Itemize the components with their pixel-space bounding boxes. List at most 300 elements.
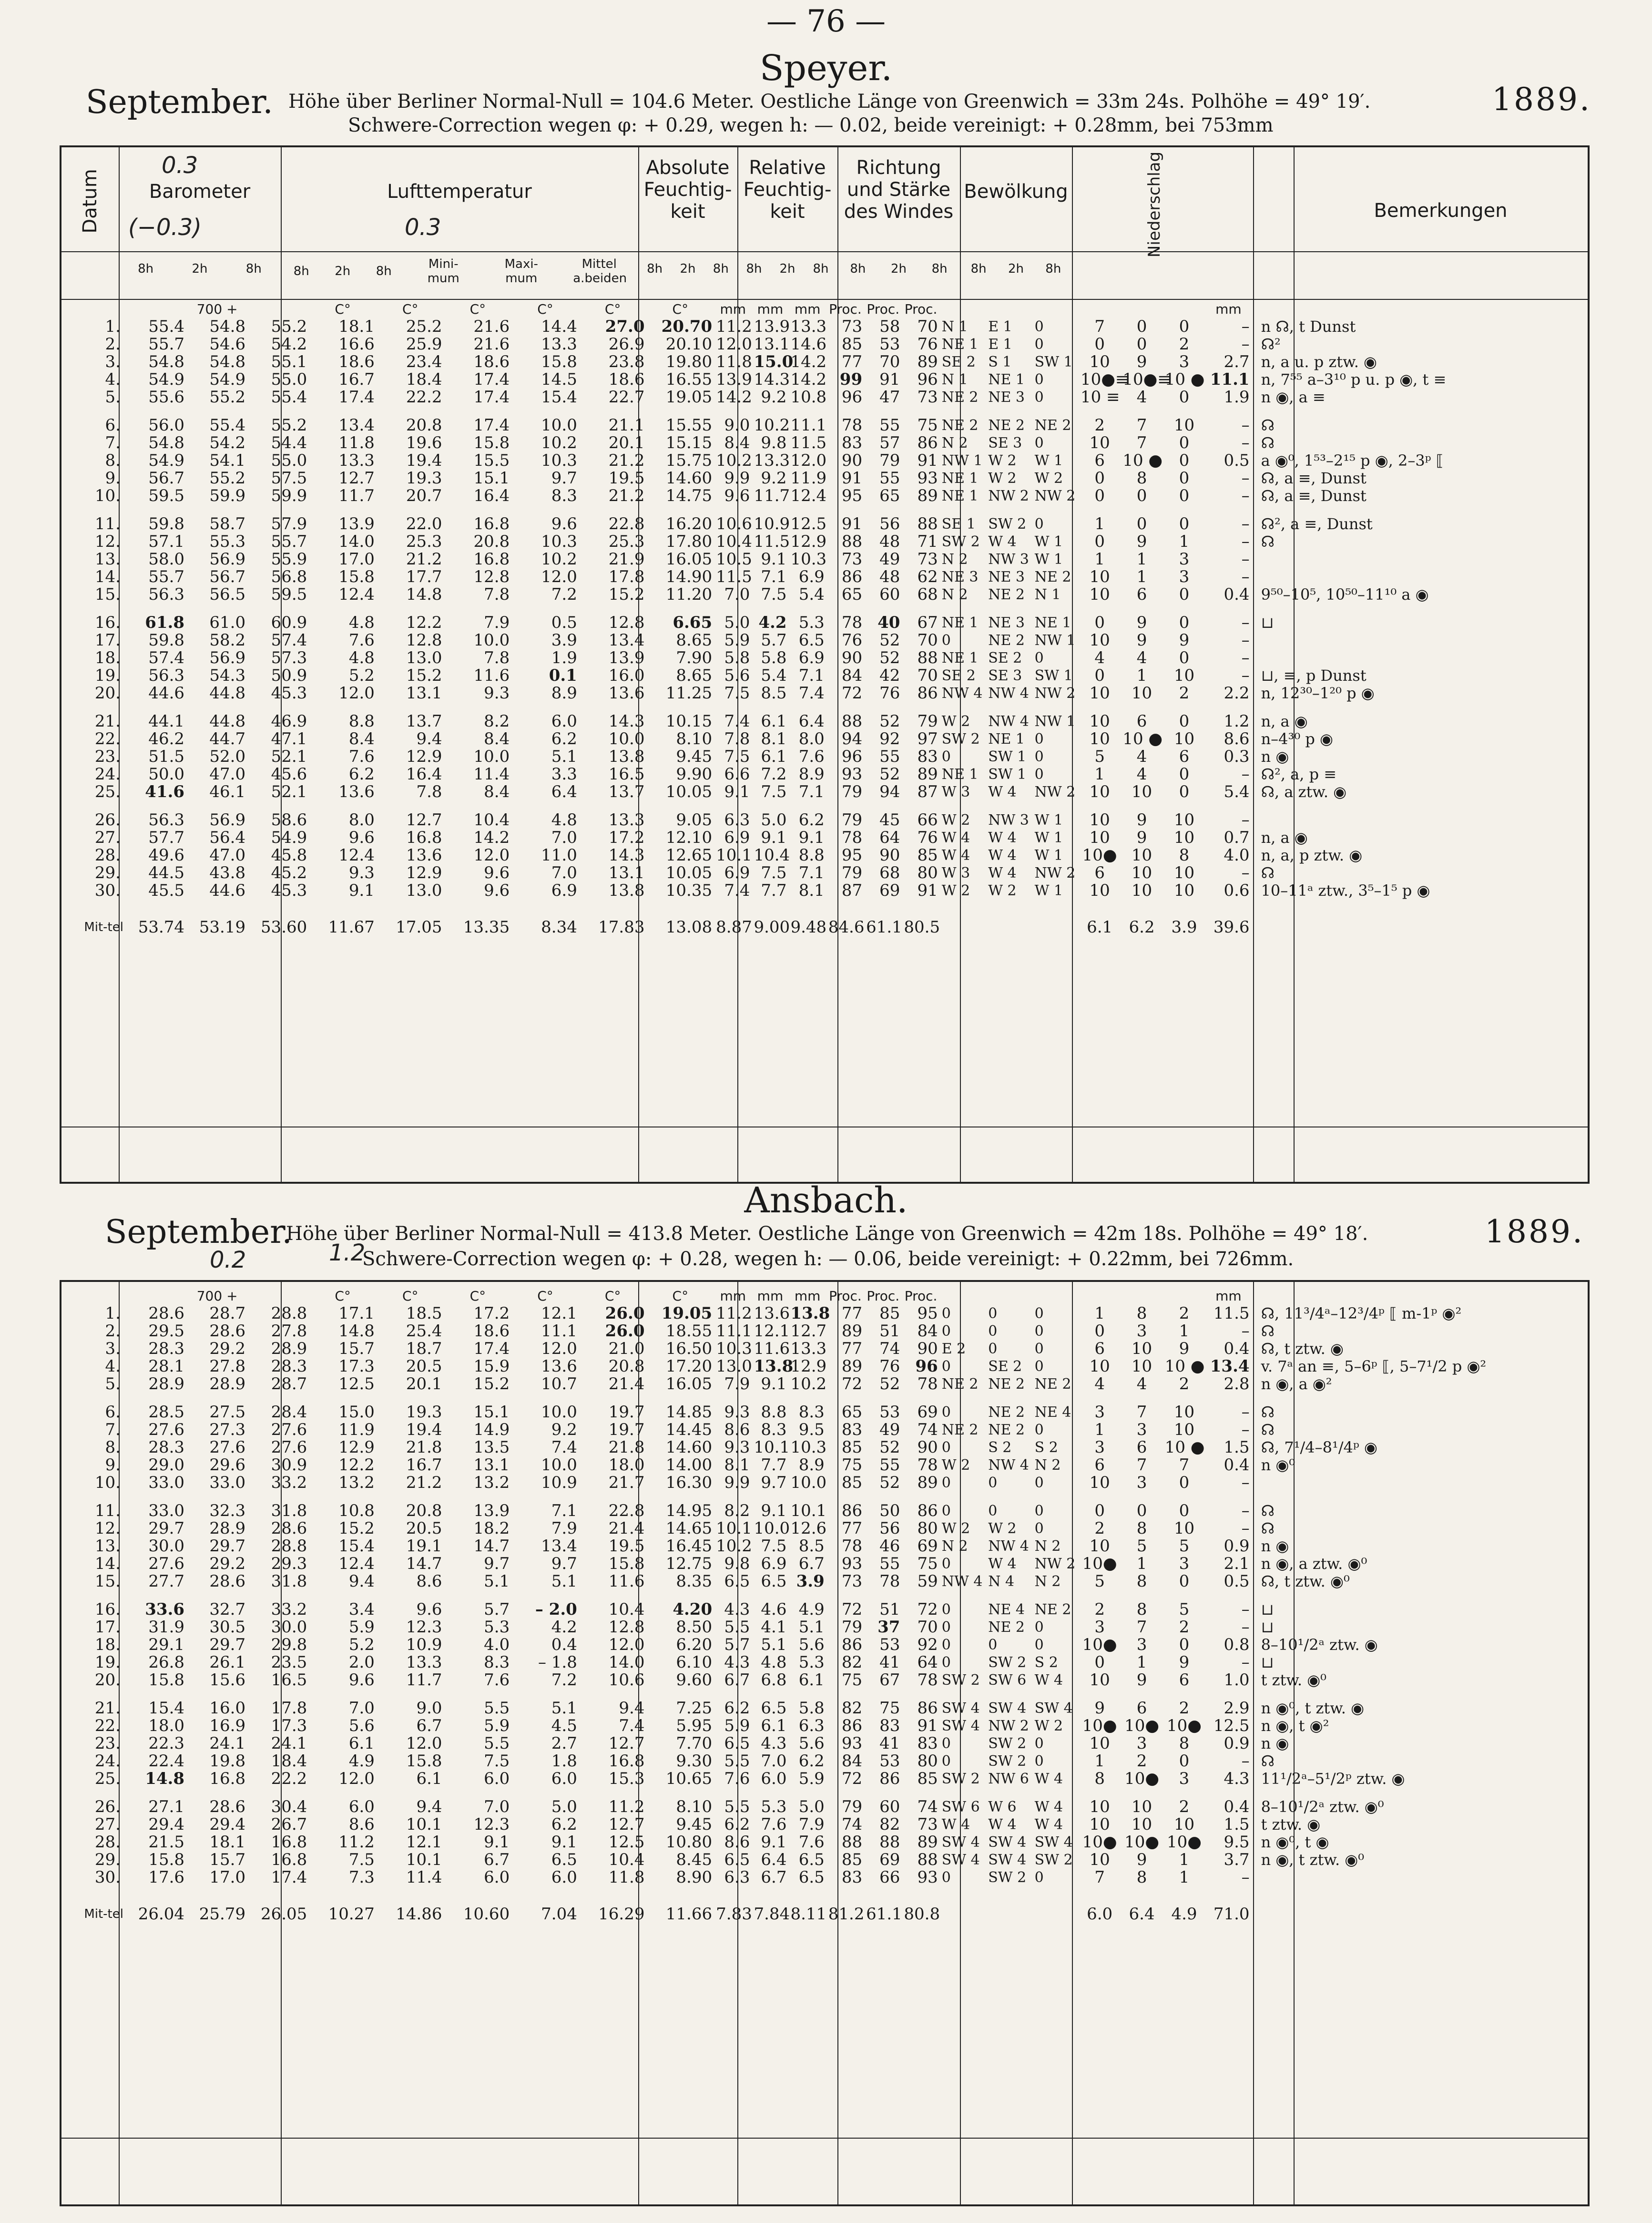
data-cell: 8.6 — [724, 1420, 750, 1439]
data-cell: 10 ● — [1164, 1438, 1205, 1457]
data-cell: 2.2 — [1224, 684, 1250, 703]
data-cell: 4.3 — [1224, 1769, 1250, 1788]
data-cell: 29.7 — [209, 1537, 246, 1556]
data-cell: 10.05 — [665, 782, 713, 801]
remarks-cell: ☊ — [1261, 864, 1275, 882]
data-cell: W 4 — [988, 1816, 1017, 1833]
header-bewoelkung: Bewölkung — [964, 181, 1068, 203]
data-cell: 7.70 — [676, 1734, 713, 1753]
data-cell: 4 — [1136, 747, 1147, 766]
data-cell: – — [1241, 1501, 1250, 1520]
data-cell: 0 — [1094, 613, 1105, 632]
table-row — [61, 336, 1585, 353]
data-cell: NW 4 — [988, 1457, 1029, 1474]
data-cell: 11.0 — [541, 846, 577, 865]
data-cell: 7.5 — [348, 1850, 375, 1869]
data-cell: 8.5 — [761, 684, 787, 703]
data-cell: 18.55 — [665, 1322, 713, 1341]
data-cell: 15.3 — [608, 1769, 645, 1788]
data-cell: 93 — [841, 765, 863, 784]
data-cell: 15.1 — [473, 1403, 510, 1422]
data-cell: 10.9 — [406, 1635, 442, 1654]
data-cell: 12.7 — [790, 1322, 827, 1341]
data-cell: 2 — [1094, 416, 1105, 435]
data-cell: 0 — [1034, 1323, 1044, 1340]
data-cell: 9.45 — [676, 747, 713, 766]
data-cell: NE 2 — [1034, 1601, 1071, 1618]
data-cell: S 1 — [988, 354, 1012, 370]
mittel-cell: 53.60 — [260, 918, 307, 937]
mittel-cell: 6.4 — [1129, 1905, 1155, 1924]
data-cell: 15.6 — [209, 1670, 246, 1690]
data-cell: 12.0 — [406, 1734, 442, 1753]
table-row — [61, 586, 1585, 604]
data-cell: 7.9 — [724, 1374, 750, 1393]
data-cell: – — [1241, 765, 1250, 784]
data-cell: 95 — [917, 1304, 938, 1323]
data-cell: 4.1 — [761, 1618, 787, 1637]
data-cell: 77 — [841, 1519, 863, 1538]
data-cell: 96 — [841, 747, 863, 766]
data-cell: – — [1241, 514, 1250, 533]
data-cell: 55.4 — [148, 317, 185, 336]
data-cell: 57.7 — [148, 828, 185, 847]
data-cell: 9.1 — [761, 828, 787, 847]
data-cell: W 1 — [1034, 812, 1063, 829]
data-cell: – — [1241, 433, 1250, 452]
data-cell: 9 — [1136, 1850, 1147, 1869]
data-cell: 89 — [917, 1833, 938, 1852]
unit-label: mm — [1215, 301, 1242, 317]
data-cell: 10● — [1124, 1769, 1159, 1788]
data-cell: 86 — [879, 1769, 900, 1788]
unit-label: Proc. — [904, 301, 938, 317]
data-cell: 45 — [879, 810, 900, 830]
data-cell: 0.4 — [1224, 1339, 1250, 1358]
table-row — [61, 864, 1585, 882]
data-cell: 6.5 — [724, 1850, 750, 1869]
data-cell: 1.8 — [551, 1752, 577, 1771]
data-cell: 10.6 — [716, 514, 752, 533]
data-cell: 4.9 — [798, 1600, 825, 1619]
unit-label: C° — [604, 301, 621, 317]
data-cell: 28.9 — [209, 1519, 246, 1538]
data-cell: 9.0 — [416, 1699, 442, 1718]
data-cell: 54.3 — [209, 666, 246, 685]
data-cell: SW 1 — [1034, 667, 1073, 684]
data-cell: 10.0 — [754, 1519, 790, 1538]
data-cell: NE 1 — [988, 371, 1025, 388]
data-cell: 0.4 — [1224, 1797, 1250, 1816]
data-cell: 11.25 — [665, 684, 713, 703]
subheader-abs-hours: 8h 2h 8h — [647, 262, 729, 276]
data-cell: 87 — [841, 881, 863, 900]
data-cell: 15.55 — [665, 416, 713, 435]
data-cell: 15.4 — [338, 1537, 375, 1556]
data-cell: 83 — [841, 1868, 863, 1887]
data-cell: 0 — [1034, 1520, 1044, 1537]
data-cell: 10.3 — [790, 1438, 827, 1457]
data-cell: 12.3 — [406, 1618, 442, 1637]
data-cell: 74 — [841, 1815, 863, 1834]
table-row — [61, 1305, 1585, 1322]
data-cell: N 2 — [941, 1538, 968, 1555]
data-cell: 79 — [841, 1618, 863, 1637]
data-cell: 11.8 — [716, 352, 752, 371]
data-cell: 12.9 — [406, 863, 442, 882]
remarks-cell — [1252, 632, 1585, 649]
data-cell: NE 4 — [988, 1601, 1025, 1618]
data-cell: 16.5 — [271, 1670, 307, 1690]
data-cell: 90 — [917, 1339, 938, 1358]
data-cell: N 1 — [1034, 586, 1061, 603]
data-cell: 0 — [1136, 317, 1147, 336]
unit-label: C° — [402, 1288, 418, 1304]
day-cell: 3. — [105, 1339, 121, 1358]
station-info-line2-speyer: Schwere-Correction wegen φ: + 0.29, wegen h: — 0.02, beide vereinigt: + 0.28mm, bei 753mm — [348, 114, 1274, 136]
data-cell: 16.6 — [338, 335, 375, 354]
unit-label: Proc. — [904, 1288, 938, 1304]
data-cell: 7.0 — [484, 1797, 510, 1816]
remarks-cell: ☊, t ztw. ◉⁰ — [1261, 1572, 1350, 1590]
data-cell: 10● — [1082, 1716, 1117, 1735]
day-cell: 23. — [94, 1734, 121, 1753]
data-cell: 4 — [1136, 648, 1147, 667]
data-cell: 0 — [1094, 1653, 1105, 1672]
data-cell: 52 — [879, 1473, 900, 1492]
data-cell: 9.8 — [724, 1554, 750, 1573]
data-cell: 10 — [1089, 881, 1110, 900]
data-cell: 6.2 — [348, 765, 375, 784]
data-cell: – — [1241, 567, 1250, 586]
data-cell: 4 — [1136, 1374, 1147, 1393]
data-cell: 1 — [1094, 1752, 1105, 1771]
data-cell: 3 — [1094, 1438, 1105, 1457]
data-cell: 56.3 — [148, 666, 185, 685]
data-cell: 10 — [1089, 828, 1110, 847]
data-cell: 6 — [1094, 451, 1105, 470]
data-cell: – 1.8 — [538, 1653, 577, 1672]
data-cell: 82 — [841, 1653, 863, 1672]
data-cell: 19.05 — [661, 1304, 713, 1323]
data-cell: 9.2 — [761, 469, 787, 488]
data-cell: 7.6 — [484, 1670, 510, 1690]
data-cell: 59.8 — [148, 631, 185, 650]
data-cell: 56.3 — [148, 585, 185, 604]
data-cell: 8.10 — [676, 1797, 713, 1816]
data-cell: 12.5 — [790, 514, 827, 533]
data-cell: 41 — [879, 1653, 900, 1672]
data-cell: 4.20 — [673, 1600, 713, 1619]
unit-label: mm — [794, 301, 821, 317]
data-cell: 74 — [917, 1797, 938, 1816]
data-cell: 0 — [1034, 748, 1044, 765]
data-cell: 54.2 — [271, 335, 307, 354]
data-cell: 17.0 — [209, 1868, 246, 1887]
mittel-cell: 81.2 — [828, 1905, 865, 1924]
data-cell: 84 — [841, 666, 863, 685]
data-cell: 6.2 — [551, 1815, 577, 1834]
data-cell: 13.7 — [608, 782, 645, 801]
data-cell: 65 — [841, 585, 863, 604]
data-cell: 20.8 — [406, 416, 442, 435]
data-cell: 91 — [879, 370, 900, 389]
data-cell: 37 — [877, 1618, 900, 1637]
data-cell: SW 2 — [988, 1654, 1027, 1671]
data-cell: 6.1 — [416, 1769, 442, 1788]
data-cell: 0.4 — [551, 1635, 577, 1654]
data-cell: 13.3 — [338, 451, 375, 470]
data-cell: 7.8 — [724, 729, 750, 748]
data-cell: 14.3 — [608, 846, 645, 865]
day-cell: 1. — [105, 317, 121, 336]
data-cell: NE 2 — [1034, 569, 1071, 585]
data-cell: 79 — [841, 782, 863, 801]
remarks-cell: n ◉, t ◉² — [1261, 1717, 1329, 1735]
data-cell: 44.8 — [209, 684, 246, 703]
data-cell: 9.3 — [724, 1403, 750, 1422]
mittel-cell: 16.29 — [598, 1905, 645, 1924]
day-cell: 4. — [105, 370, 121, 389]
remarks-cell: ☊² — [1261, 335, 1281, 353]
data-cell: 70 — [917, 317, 938, 336]
data-cell: 11.2 — [338, 1833, 375, 1852]
data-cell: 13.3 — [790, 1339, 827, 1358]
data-cell: 0 — [988, 1305, 998, 1322]
table-row — [61, 371, 1585, 389]
data-cell: 68 — [879, 863, 900, 882]
unit-label: mm — [757, 1288, 784, 1304]
data-cell: 33.2 — [271, 1473, 307, 1492]
day-cell: 25. — [94, 1769, 121, 1788]
data-cell: 85 — [841, 1850, 863, 1869]
data-cell: 54.9 — [148, 370, 185, 389]
data-cell: 0.1 — [549, 666, 577, 685]
data-cell: 5.0 — [551, 1797, 577, 1816]
data-cell: 3.3 — [551, 765, 577, 784]
data-cell: 0 — [988, 1323, 998, 1340]
data-cell: 0 — [1094, 1322, 1105, 1341]
data-cell: 54.2 — [209, 433, 246, 452]
data-cell: 20.70 — [661, 317, 713, 336]
unit-label: C° — [672, 1288, 689, 1304]
data-cell: 89 — [841, 1322, 863, 1341]
data-cell: – — [1241, 1868, 1250, 1887]
data-cell: 0 — [988, 1503, 998, 1519]
data-cell: 9.05 — [676, 810, 713, 830]
data-cell: 15.2 — [338, 1519, 375, 1538]
day-cell: 24. — [94, 765, 121, 784]
data-cell: 27.7 — [148, 1572, 185, 1591]
data-cell: 10 — [1131, 846, 1152, 865]
mittel-row — [61, 919, 1585, 936]
data-cell: 91 — [841, 469, 863, 488]
data-cell: 0 — [941, 1475, 951, 1491]
data-cell: 10● — [1124, 1833, 1159, 1852]
data-cell: 10 — [1089, 1734, 1110, 1753]
data-cell: 0 — [941, 632, 951, 649]
unit-label: C° — [469, 1288, 486, 1304]
day-cell: 16. — [94, 613, 121, 632]
data-cell: 10 — [1131, 863, 1152, 882]
speyer-table-frame: Datum Barometer Lufttemperatur Absolute Feuchtig-keit Relative Feuchtig-keit Richtung und Stärke des Windes Bewölkung Niederschlag Bemerkungen 8h 2h 8h 8h 2h 8h Mini-mum Maxi-mum Mittel a.beiden 8h 2h 8h 8h 2h 8h 8h 2h 8h 8h 2h 8h 0.3 (−0.3) 0.3 — [60, 145, 1590, 1184]
data-cell: – — [1241, 648, 1250, 667]
day-cell: 23. — [94, 747, 121, 766]
data-cell: 13.1 — [406, 684, 442, 703]
data-cell: 8.3 — [551, 486, 577, 505]
data-cell: 6 — [1136, 1699, 1147, 1718]
data-cell: 0 — [1179, 388, 1190, 407]
data-cell: 6 — [1094, 1339, 1105, 1358]
data-cell: 10.35 — [665, 881, 713, 900]
data-cell: 16.8 — [406, 828, 442, 847]
data-cell: – — [1241, 416, 1250, 435]
data-cell: 1 — [1136, 550, 1147, 569]
data-cell: 12.7 — [608, 1734, 645, 1753]
data-cell: NE 2 — [941, 1422, 979, 1438]
mittel-cell: 9.48 — [790, 918, 827, 937]
data-cell: 27.8 — [271, 1322, 307, 1341]
data-cell: 9 — [1094, 1699, 1105, 1718]
data-cell: 13.6 — [338, 782, 375, 801]
data-cell: 31.9 — [148, 1618, 185, 1637]
data-cell: 25.3 — [406, 532, 442, 551]
data-cell: 0.4 — [1224, 1455, 1250, 1475]
data-cell: 13.9 — [473, 1501, 510, 1520]
table-row — [61, 748, 1585, 766]
data-cell: 13.8 — [608, 881, 645, 900]
year-ansbach: 1889. — [1485, 1213, 1584, 1250]
data-cell: 4.8 — [761, 1653, 787, 1672]
remarks-cell — [1252, 568, 1585, 586]
data-cell: 9 — [1136, 631, 1147, 650]
data-cell: 8.50 — [676, 1618, 713, 1637]
remarks-cell: ☊, a ztw. ◉ — [1261, 783, 1347, 801]
data-cell: 16.05 — [665, 550, 713, 569]
data-cell: SW 2 — [941, 731, 980, 748]
table-row — [61, 318, 1585, 336]
data-cell: 84 — [841, 1752, 863, 1771]
data-cell: 18.1 — [209, 1833, 246, 1852]
day-cell: 21. — [94, 712, 121, 731]
data-cell: 10 — [1131, 1815, 1152, 1834]
data-cell: 60.9 — [271, 613, 307, 632]
data-cell: 10 — [1173, 1420, 1195, 1439]
data-cell: 1 — [1094, 550, 1105, 569]
data-cell: 67 — [879, 1670, 900, 1690]
data-cell: N 2 — [1034, 1573, 1061, 1590]
data-cell: 29.3 — [271, 1554, 307, 1573]
data-cell: 14.00 — [665, 1455, 713, 1475]
day-cell: 5. — [105, 1374, 121, 1393]
data-cell: 19.3 — [406, 469, 442, 488]
data-cell: 15.15 — [665, 433, 713, 452]
data-cell: 14.95 — [665, 1501, 713, 1520]
data-cell: NW 3 — [988, 812, 1029, 829]
day-cell: 29. — [94, 1850, 121, 1869]
data-cell: 10.65 — [665, 1769, 713, 1788]
table-row — [61, 1770, 1585, 1788]
data-cell: 29.7 — [209, 1635, 246, 1654]
data-cell: 44.8 — [209, 712, 246, 731]
data-cell: 29.2 — [209, 1339, 246, 1358]
data-cell: 29.4 — [148, 1815, 185, 1834]
table-row — [61, 1834, 1585, 1851]
day-cell: 11. — [94, 1501, 121, 1520]
data-cell: 2 — [1179, 1304, 1190, 1323]
data-cell: 10.7 — [541, 1374, 577, 1393]
data-cell: 59.5 — [271, 585, 307, 604]
data-cell: 28.5 — [148, 1403, 185, 1422]
data-cell: 10 — [1089, 729, 1110, 748]
data-cell: 12.0 — [338, 1769, 375, 1788]
data-cell: 18.0 — [148, 1716, 185, 1735]
data-cell: 21.1 — [608, 416, 645, 435]
mittel-cell: 8.11 — [790, 1905, 827, 1924]
data-cell: 17.3 — [271, 1716, 307, 1735]
data-cell: 33.6 — [145, 1600, 185, 1619]
data-cell: 13.6 — [754, 1304, 790, 1323]
data-cell: NE 2 — [988, 1619, 1025, 1636]
table-row — [61, 1735, 1585, 1752]
data-cell: 2 — [1094, 1600, 1105, 1619]
data-cell: 5.5 — [724, 1797, 750, 1816]
data-cell: 6.0 — [484, 1868, 510, 1887]
data-cell: 0 — [1034, 1341, 1044, 1357]
data-cell: 12.1 — [541, 1304, 577, 1323]
data-cell: 9.1 — [724, 782, 750, 801]
data-cell: 0 — [1179, 712, 1190, 731]
data-cell: 11.20 — [665, 585, 713, 604]
data-cell: 12.8 — [608, 613, 645, 632]
data-cell: 1 — [1179, 1868, 1190, 1887]
data-cell: 53 — [879, 1752, 900, 1771]
data-cell: 0 — [1034, 1358, 1044, 1375]
data-cell: 26.8 — [148, 1653, 185, 1672]
data-cell: 22.8 — [608, 1501, 645, 1520]
data-cell: 12.4 — [338, 585, 375, 604]
data-cell: 21.8 — [406, 1438, 442, 1457]
data-cell: 10● — [1167, 1716, 1202, 1735]
data-cell: 65 — [841, 1403, 863, 1422]
unit-label: Proc. — [867, 1288, 900, 1304]
data-cell: 17.1 — [338, 1304, 375, 1323]
data-cell: 8.2 — [724, 1501, 750, 1520]
data-cell: 45.8 — [271, 846, 307, 865]
data-cell: N 2 — [941, 551, 968, 568]
unit-label: mm — [720, 1288, 746, 1304]
data-cell: 89 — [917, 1473, 938, 1492]
data-cell: 15.75 — [665, 451, 713, 470]
mittel-cell: 8.87 — [716, 918, 752, 937]
data-cell: 58.6 — [271, 810, 307, 830]
data-cell: 11.8 — [338, 433, 375, 452]
day-cell: 29. — [94, 863, 121, 882]
data-cell: 14.90 — [665, 567, 713, 586]
data-cell: 49.6 — [148, 846, 185, 865]
data-cell: 8.1 — [761, 729, 787, 748]
data-cell: 5.9 — [484, 1716, 510, 1735]
data-cell: 10.1 — [406, 1815, 442, 1834]
data-cell: 28.6 — [209, 1322, 246, 1341]
data-cell: 9.6 — [484, 881, 510, 900]
data-cell: 54.4 — [271, 433, 307, 452]
data-cell: 9.6 — [416, 1600, 442, 1619]
data-cell: W 2 — [988, 452, 1017, 469]
data-cell: 13.9 — [338, 514, 375, 533]
data-cell: 90 — [917, 1438, 938, 1457]
data-cell: 72 — [841, 1600, 863, 1619]
